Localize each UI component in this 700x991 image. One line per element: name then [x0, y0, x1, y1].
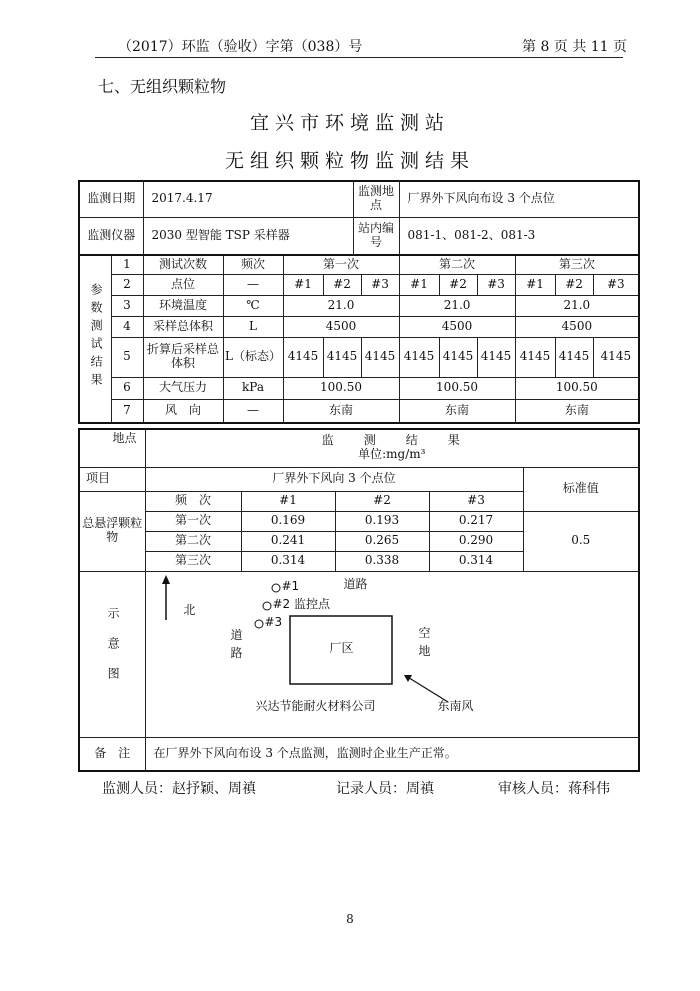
param-unit: —: [223, 274, 283, 295]
header-divider: [95, 57, 623, 58]
results-heading: [145, 429, 639, 467]
param-unit: —: [223, 399, 283, 423]
empty-land-label: 空地: [418, 625, 431, 658]
value-cell: 东南: [283, 399, 399, 423]
value-cell: 东南: [399, 399, 515, 423]
value-cell: 21.0: [283, 295, 399, 316]
monitor-point-3: [255, 620, 263, 628]
item-header: [79, 467, 145, 491]
diagram-label: 示意图: [106, 607, 121, 698]
result-value: 0.265: [335, 531, 429, 551]
result-value: 0.314: [241, 551, 335, 571]
recorder-staff: 记录人员：周禛: [336, 781, 434, 797]
point-cell: #2: [323, 274, 361, 295]
param-unit: kPa: [223, 377, 283, 399]
value-cell: 4500: [283, 316, 399, 337]
result-value: 0.193: [335, 511, 429, 531]
standard-value: 0.5: [523, 511, 639, 571]
remark-label: 备 注: [79, 737, 145, 771]
instrument-label: 监测仪器: [79, 217, 143, 255]
freq-cell: 第二次: [145, 531, 241, 551]
date-label: 监测日期: [79, 181, 143, 217]
point-cell: #2: [555, 274, 593, 295]
param-unit: L: [223, 316, 283, 337]
point-cell: #1: [399, 274, 439, 295]
group-header: 第二次: [399, 255, 515, 274]
point-2-label: #2 监控点: [272, 596, 331, 611]
result-value: 0.217: [429, 511, 523, 531]
diagram-cell: [145, 571, 639, 737]
param-name: 风 向: [143, 399, 223, 423]
point-cell: #3: [477, 274, 515, 295]
site-diagram: [146, 572, 640, 738]
params-table: [78, 254, 640, 424]
station-value: 081-1、081-2、081-3: [399, 217, 639, 255]
freq-label: 频 次: [145, 491, 241, 511]
param-name: 折算后采样总体积: [143, 337, 223, 377]
params-side-label: 参数测试结果: [89, 283, 104, 392]
document-number: （2017）环监（验收）字第（038）号: [118, 39, 363, 55]
instrument-value: 2030 型智能 TSP 采样器: [143, 217, 353, 255]
monitor-point-1: [272, 584, 280, 592]
point-header: #1: [241, 491, 335, 511]
value-cell: 100.50: [399, 377, 515, 399]
monitor-staff: 监测人员：赵抒颖、周禛: [102, 781, 256, 797]
station-title: 宜兴市环境监测站: [249, 112, 450, 134]
wind-arrow-line: [406, 676, 448, 702]
location-value: 厂界外下风向布设 3 个点位: [399, 181, 639, 217]
page-number: 8: [346, 912, 354, 926]
param-name: 环境温度: [143, 295, 223, 316]
param-name: 大气压力: [143, 377, 223, 399]
param-unit: 频次: [223, 255, 283, 274]
result-value: 0.314: [429, 551, 523, 571]
place-label: 地点: [112, 431, 137, 445]
param-name: 采样总体积: [143, 316, 223, 337]
value-cell: 21.0: [399, 295, 515, 316]
date-value: 2017.4.17: [143, 181, 353, 217]
point-cell: #3: [593, 274, 639, 295]
road-top-label: 道路: [343, 576, 368, 591]
north-label: 北: [183, 602, 196, 617]
factory-label: 厂区: [329, 640, 354, 655]
results-location: 厂界外下风向 3 个点位: [145, 467, 523, 491]
value-cell: 4145: [283, 337, 323, 377]
point-cell: #1: [515, 274, 555, 295]
row-no: 5: [111, 337, 143, 377]
value-cell: 4145: [515, 337, 555, 377]
section-title: 七、无组织颗粒物: [98, 77, 227, 96]
north-arrow-head: [162, 575, 170, 584]
freq-cell: 第三次: [145, 551, 241, 571]
pollutant-name: 总悬浮颗粒物: [79, 491, 145, 571]
results-heading-text: 监 测 结 果: [321, 433, 462, 448]
group-header: 第三次: [515, 255, 639, 274]
company-label: 兴达节能耐火材料公司: [255, 698, 376, 713]
value-cell: 4145: [399, 337, 439, 377]
param-name: 点位: [143, 274, 223, 295]
report-title: 无组织颗粒物监测结果: [224, 150, 475, 172]
value-cell: 东南: [515, 399, 639, 423]
wind-label: 东南风: [437, 698, 474, 713]
point-cell: #1: [283, 274, 323, 295]
value-cell: 4145: [439, 337, 477, 377]
value-cell: 4500: [399, 316, 515, 337]
value-cell: 4500: [515, 316, 639, 337]
value-cell: 4145: [361, 337, 399, 377]
point-header: #2: [335, 491, 429, 511]
point-3-label: #3: [264, 614, 283, 629]
standard-label: 标准值: [523, 467, 639, 511]
road-left-label: 道路: [230, 627, 243, 660]
value-cell: 21.0: [515, 295, 639, 316]
results-unit: 单位:mg/m³: [358, 447, 426, 462]
group-header: 第一次: [283, 255, 399, 274]
value-cell: 4145: [323, 337, 361, 377]
param-name: 测试次数: [143, 255, 223, 274]
point-header: #3: [429, 491, 523, 511]
row-no: 6: [111, 377, 143, 399]
row-no: 1: [111, 255, 143, 274]
info-table: [78, 180, 640, 256]
point-1-label: #1: [281, 578, 300, 593]
value-cell: 4145: [555, 337, 593, 377]
row-no: 7: [111, 399, 143, 423]
row-no: 4: [111, 316, 143, 337]
page-info: 第 8 页 共 11 页: [522, 39, 627, 55]
location-label: 监测地点: [353, 181, 399, 217]
point-cell: #2: [439, 274, 477, 295]
monitor-point-2: [263, 602, 271, 610]
param-unit: ℃: [223, 295, 283, 316]
result-value: 0.169: [241, 511, 335, 531]
result-value: 0.290: [429, 531, 523, 551]
param-unit: L（标态）: [223, 337, 283, 377]
corner-header: [79, 429, 145, 467]
remark-text: 在厂界外下风向布设 3 个点监测，监测时企业生产正常。: [145, 737, 639, 771]
row-no: 3: [111, 295, 143, 316]
reviewer-staff: 审核人员：蒋科伟: [498, 781, 610, 797]
point-cell: #3: [361, 274, 399, 295]
value-cell: 4145: [477, 337, 515, 377]
value-cell: 4145: [593, 337, 639, 377]
value-cell: 100.50: [515, 377, 639, 399]
row-no: 2: [111, 274, 143, 295]
results-table: [78, 428, 640, 772]
result-value: 0.338: [335, 551, 429, 571]
freq-cell: 第一次: [145, 511, 241, 531]
item-label: 项目: [86, 470, 111, 485]
station-label: 站内编号: [353, 217, 399, 255]
result-value: 0.241: [241, 531, 335, 551]
value-cell: 100.50: [283, 377, 399, 399]
diagram-label-cell: [79, 571, 145, 737]
